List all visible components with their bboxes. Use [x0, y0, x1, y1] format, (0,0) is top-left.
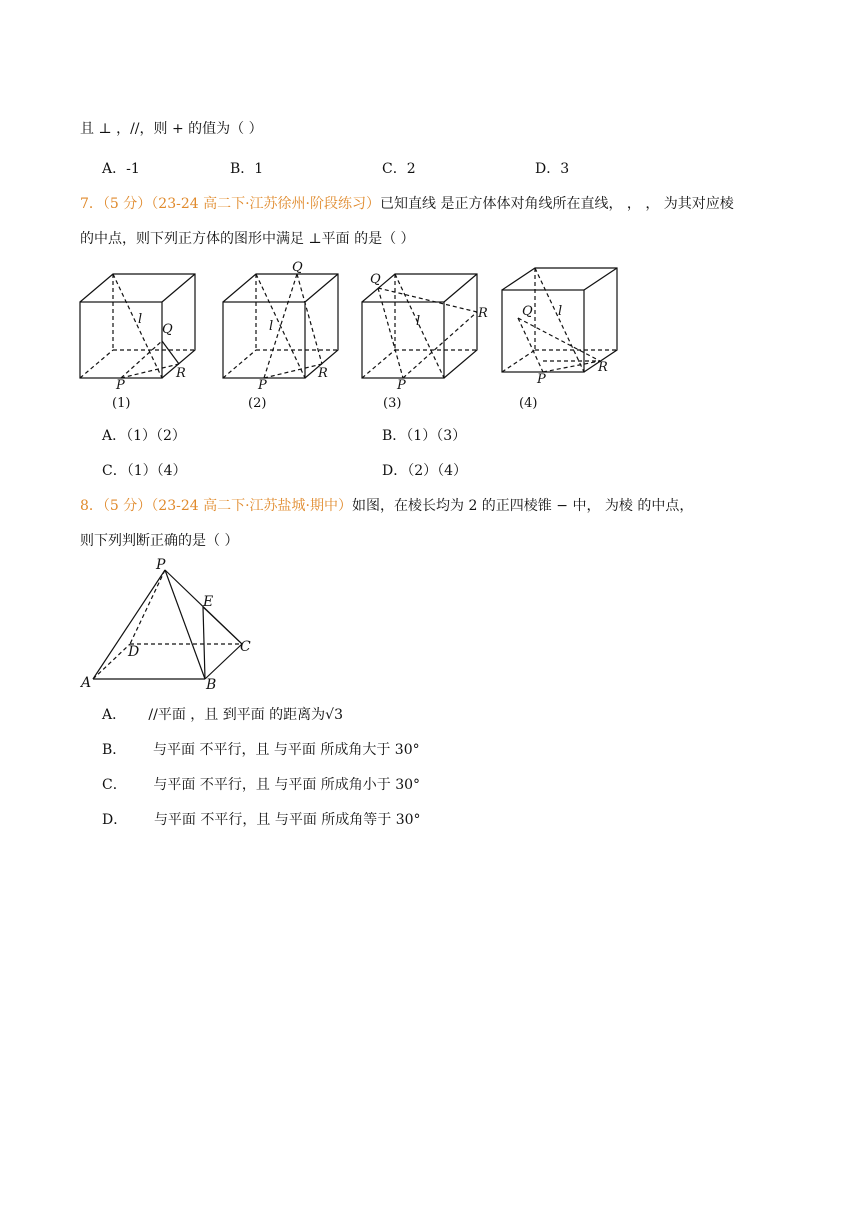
- q7-option-d: D．（2）（4）: [382, 463, 468, 479]
- q6-stem: 且 ⊥ ，//，则 + 的值为（ ）: [80, 121, 263, 137]
- cube-figure-2: [223, 274, 338, 378]
- q8-stem-text1: 如图，在棱长均为 2 的正四棱锥 − 中， 为棱 的中点，: [352, 498, 694, 514]
- fig3-label-r: R: [478, 306, 488, 321]
- q7-source: （23-24 高二下·江苏徐州·阶段练习）: [151, 196, 380, 212]
- fig4-label-r: R: [598, 360, 608, 375]
- q8-option-b-text: 与平面 不平行，且 与平面 所成角大于 30°: [153, 742, 420, 758]
- fig1-label-l: l: [138, 312, 143, 327]
- q7-stem-line2: 的中点，则下列正方体的图形中满足 ⊥平面 的是（ ）: [80, 231, 415, 247]
- fig4-label-q: Q: [522, 304, 533, 319]
- fig2-caption: (2): [248, 396, 267, 411]
- fig1-label-p: P: [116, 378, 125, 393]
- q7-stem-line1: [80, 193, 734, 213]
- q7-figures: [70, 255, 630, 415]
- fig3-label-p: P: [397, 378, 406, 393]
- fig2-label-r: R: [318, 366, 328, 381]
- q8-option-c-text: 与平面 不平行，且 与平面 所成角小于 30°: [153, 777, 421, 793]
- fig3-label-l: l: [416, 314, 421, 329]
- pyramid-label-c: C: [240, 639, 251, 655]
- fig2-label-l: l: [269, 319, 274, 334]
- q8-option-d-letter: D．: [102, 812, 128, 828]
- q8-stem-line2: 则下列判断正确的是（ ）: [80, 533, 239, 549]
- fig3-label-q: Q: [370, 272, 381, 287]
- pyramid-label-p: P: [156, 557, 166, 573]
- q8-option-c-letter: C．: [102, 777, 127, 793]
- q8-stem-line1: [80, 495, 693, 515]
- fig4-label-p: P: [537, 372, 546, 387]
- q8-option-c: [102, 774, 420, 794]
- q7-option-a: A．（1）（2）: [102, 428, 186, 444]
- q7-score: （5 分）: [102, 196, 152, 212]
- q8-pyramid-figure: [75, 555, 275, 695]
- q7-number: 7．: [80, 196, 103, 212]
- q6-option-a: A．-1: [102, 161, 140, 177]
- q6-option-c: C．2: [382, 161, 416, 177]
- pyramid-label-d: D: [128, 644, 140, 660]
- q6-option-d: D．3: [535, 161, 570, 177]
- q7-option-b: B．（1）（3）: [382, 428, 467, 444]
- q8-option-a-text: //平面 ，且 到平面 的距离为√3: [148, 707, 344, 723]
- q8-option-a-letter: A．: [102, 707, 127, 723]
- q6-option-b: B．1: [230, 161, 264, 177]
- q8-option-a: [102, 704, 343, 724]
- pyramid-label-b: B: [206, 677, 217, 693]
- fig1-caption: (1): [112, 396, 131, 411]
- q7-option-c: C．（1）（4）: [102, 463, 187, 479]
- q8-source: （23-24 高二下·江苏盐城·期中）: [151, 498, 352, 514]
- fig1-label-r: R: [176, 366, 186, 381]
- fig3-caption: (3): [383, 396, 402, 411]
- fig1-label-q: Q: [162, 322, 173, 337]
- fig2-label-p: P: [258, 378, 267, 393]
- q8-option-b: [102, 739, 420, 759]
- q8-number: 8．: [80, 498, 103, 514]
- fig2-label-q: Q: [292, 260, 303, 275]
- q8-score: （5 分）: [102, 498, 152, 514]
- fig4-caption: (4): [519, 396, 538, 411]
- q7-stem-text1: 已知直线 是正方体体对角线所在直线， ， ， 为其对应棱: [380, 196, 734, 212]
- fig4-label-l: l: [558, 304, 563, 319]
- q8-option-d: [102, 809, 421, 829]
- pyramid-label-a: A: [81, 675, 92, 691]
- q8-option-b-letter: B．: [102, 742, 127, 758]
- q8-option-d-text: 与平面 不平行，且 与平面 所成角等于 30°: [153, 812, 421, 828]
- cube-figure-4: [502, 268, 617, 372]
- pyramid-label-e: E: [203, 594, 214, 610]
